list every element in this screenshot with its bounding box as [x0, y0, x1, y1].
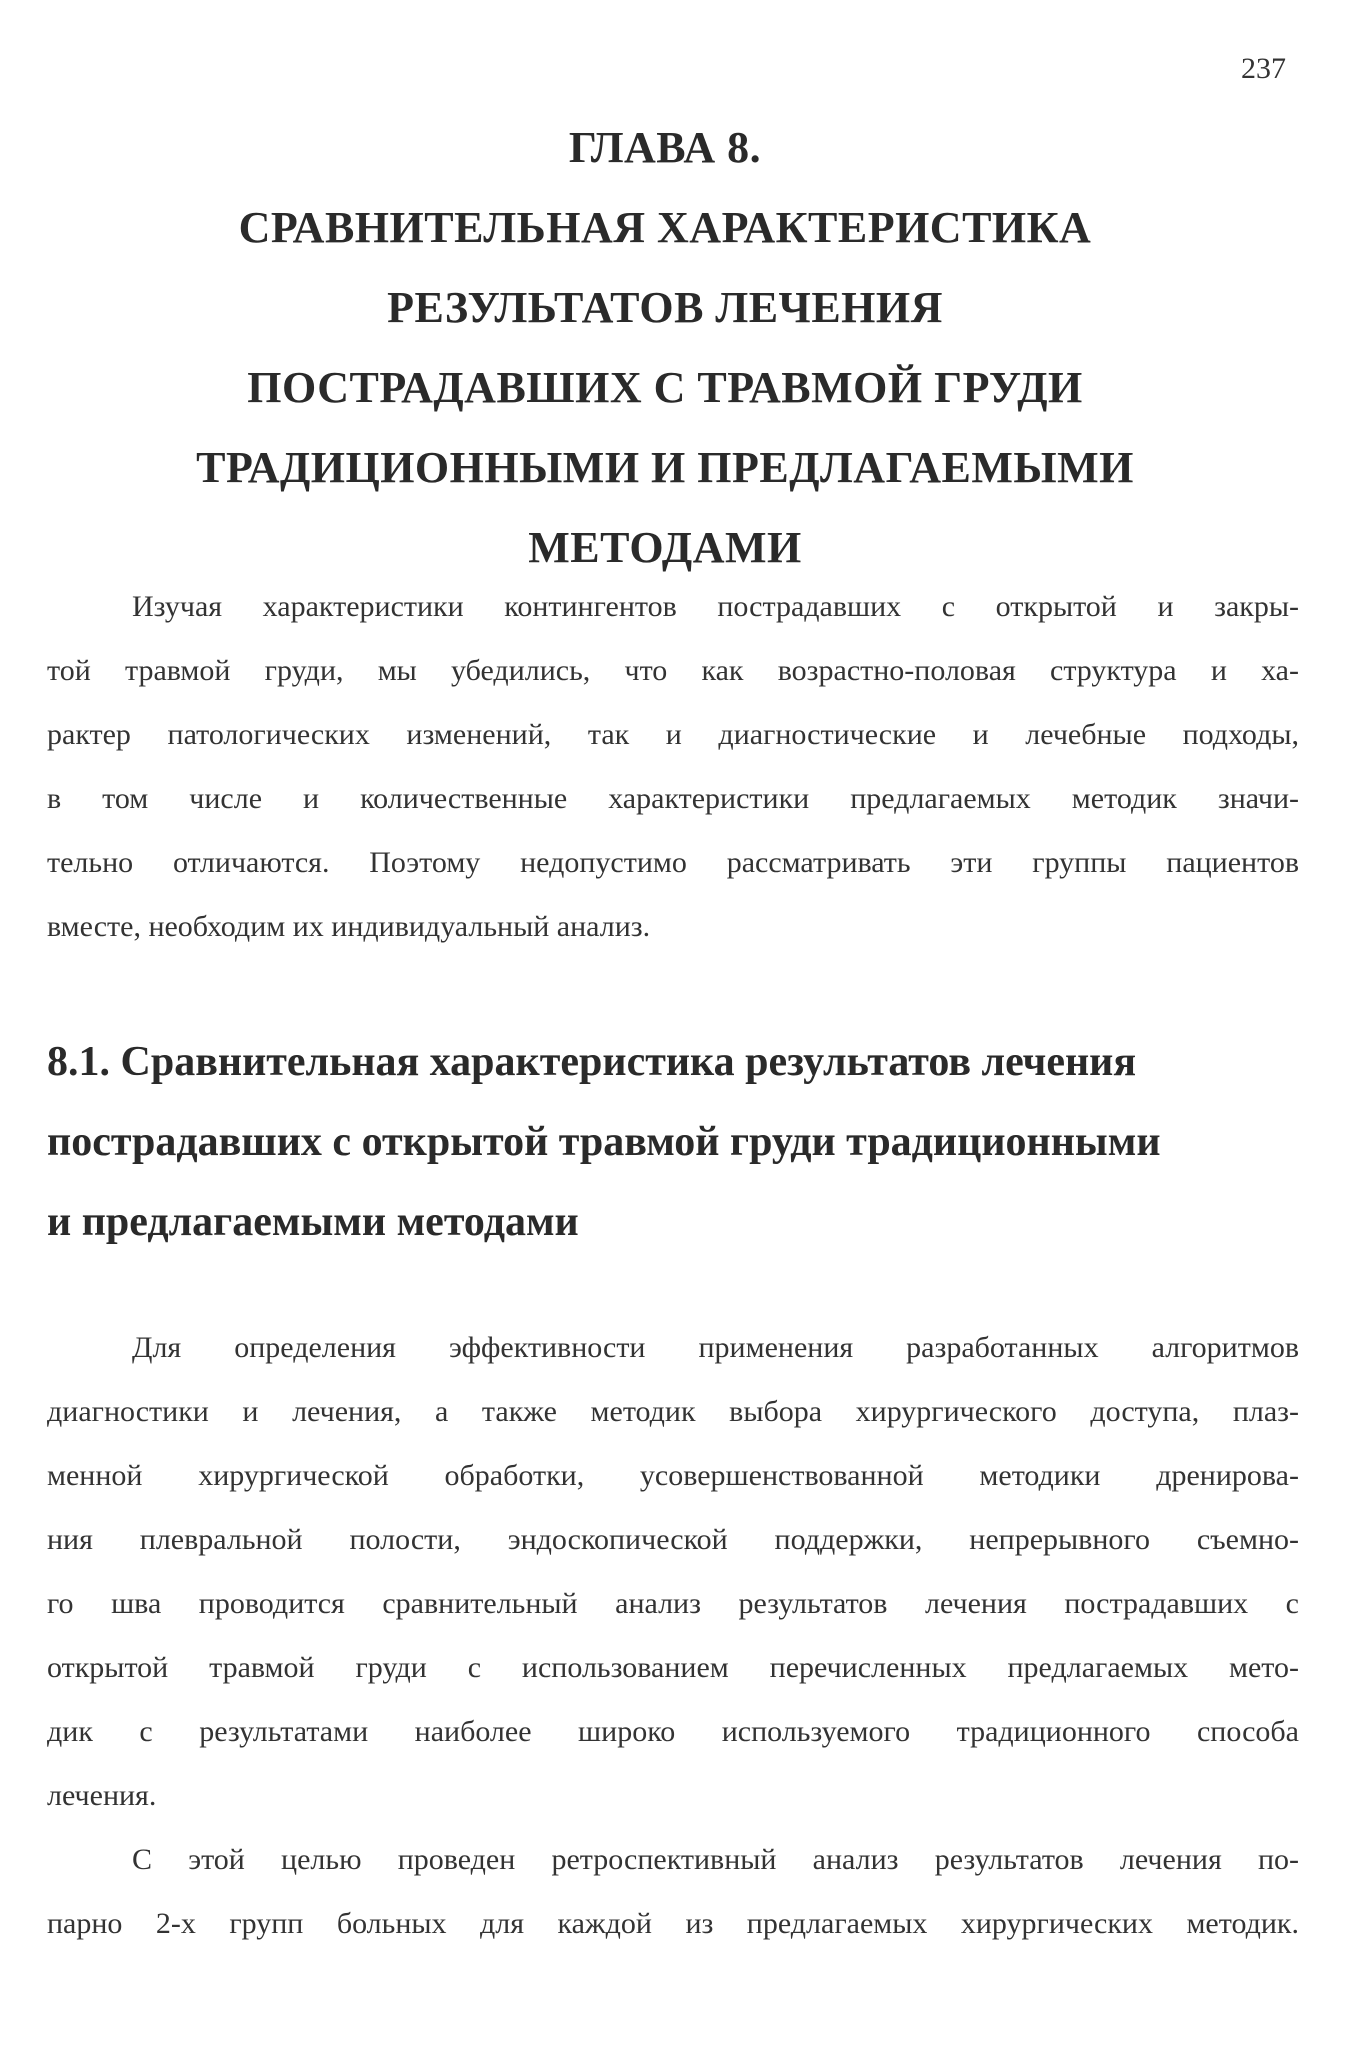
chapter-title-line: ТРАДИЦИОННЫМИ И ПРЕДЛАГАЕМЫМИ: [196, 443, 1134, 492]
section-title-line: пострадавших с открытой травмой груди традиционными: [47, 1119, 1161, 1165]
intro-paragraph: [47, 575, 1299, 959]
text-line: парно 2-х групп больных для каждой из предлагаемых хирургических методик.: [47, 1907, 1299, 1940]
text-line: открытой травмой груди с использованием перечисленных предлагаемых мето-: [47, 1651, 1299, 1684]
text-line: С этой целью проведен ретроспективный анализ результатов лечения по-: [132, 1843, 1299, 1876]
text-line: вместе, необходим их индивидуальный анализ.: [47, 910, 651, 943]
chapter-title-line: ГЛАВА 8.: [568, 123, 762, 172]
text-line: Изучая характеристики контингентов пострадавших с открытой и закры-: [132, 590, 1299, 623]
body-paragraph-1: [47, 1316, 1299, 1828]
chapter-title-line: ПОСТРАДАВШИХ С ТРАВМОЙ ГРУДИ: [247, 363, 1083, 412]
text-line: ния плевральной полости, эндоскопической поддержки, непрерывного съемно-: [47, 1523, 1299, 1556]
body-paragraph-2: [47, 1828, 1299, 1956]
text-line: в том числе и количественные характеристики предлагаемых методик значи-: [47, 782, 1299, 815]
text-line: той травмой груди, мы убедились, что как возрастно-половая структура и ха-: [47, 654, 1299, 687]
text-line: дик с результатами наиболее широко используемого традиционного способа: [47, 1715, 1299, 1748]
text-line: диагностики и лечения, а также методик выбора хирургического доступа, плаз-: [47, 1395, 1299, 1428]
text-line: Для определения эффективности применения разработанных алгоритмов: [132, 1331, 1299, 1364]
page-number: 237: [1241, 52, 1286, 85]
chapter-title: [130, 108, 1200, 588]
text-line: го шва проводится сравнительный анализ результатов лечения пострадавших с: [47, 1587, 1299, 1620]
chapter-title-line: СРАВНИТЕЛЬНАЯ ХАРАКТЕРИСТИКА: [238, 203, 1092, 252]
text-line: тельно отличаются. Поэтому недопустимо рассматривать эти группы пациентов: [47, 846, 1299, 879]
section-title-line: 8.1. Сравнительная характеристика результатов лечения: [47, 1039, 1137, 1085]
section-title-line: и предлагаемыми методами: [47, 1199, 579, 1245]
chapter-title-line: РЕЗУЛЬТАТОВ ЛЕЧЕНИЯ: [387, 283, 943, 332]
text-line: лечения.: [47, 1779, 157, 1812]
text-line: менной хирургической обработки, усовершенствованной методики дренирова-: [47, 1459, 1299, 1492]
chapter-title-line: МЕТОДАМИ: [528, 523, 802, 572]
section-title: [47, 1022, 1299, 1262]
text-line: рактер патологических изменений, так и диагностические и лечебные подходы,: [47, 718, 1299, 751]
